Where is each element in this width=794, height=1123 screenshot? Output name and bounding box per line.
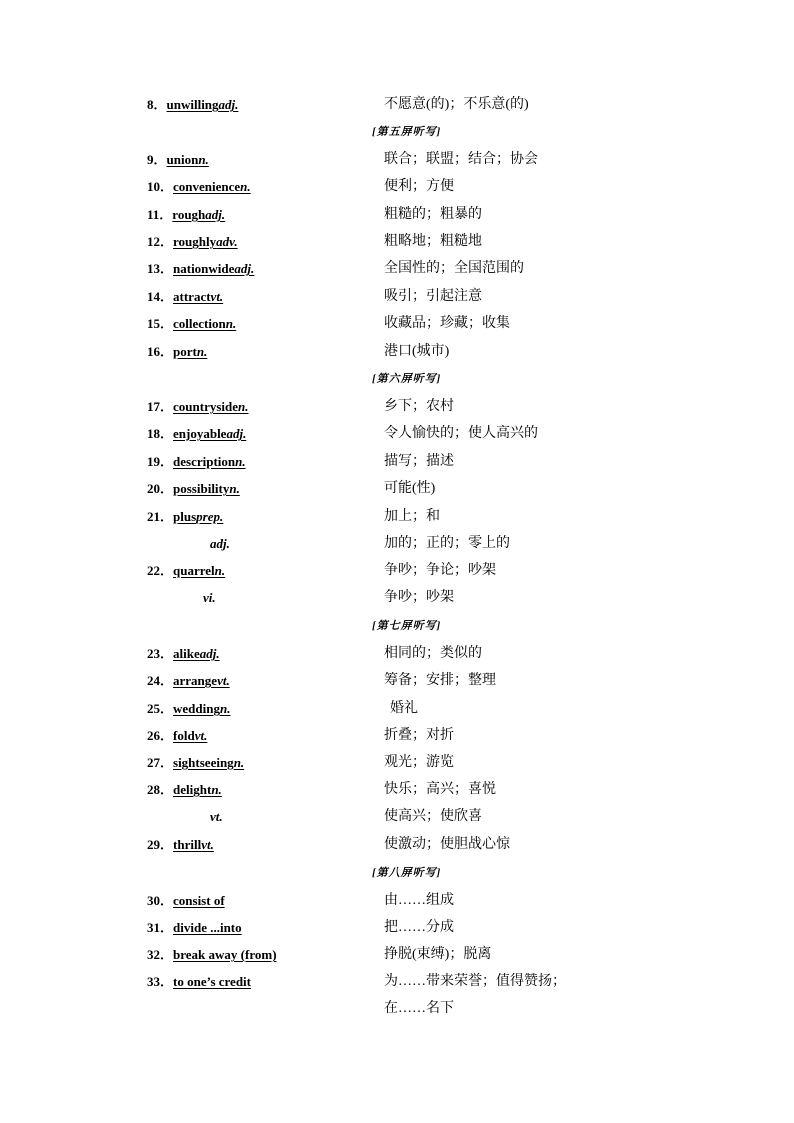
entry-number: 29． <box>147 837 174 852</box>
entry-pos: n. <box>225 316 237 331</box>
entry-word: enjoyableadj. <box>173 426 247 441</box>
entry-pos: n. <box>219 701 231 716</box>
entry-number: 8． <box>147 97 167 112</box>
entry-word: plusprep. <box>173 509 224 524</box>
entry-number: 26． <box>147 728 174 743</box>
vocab-subrow <box>0 806 794 828</box>
entry-word: unionn. <box>166 152 209 167</box>
entry-word: unwillingadj. <box>166 97 239 112</box>
entry-number: 16． <box>147 344 174 359</box>
entry-meaning: 可能(性) <box>384 481 436 496</box>
vocab-row <box>0 944 794 966</box>
entry-meaning: 争吵；吵架 <box>384 590 454 605</box>
entry-number: 25． <box>147 701 174 716</box>
entry-meaning: 筹备；安排；整理 <box>384 673 496 688</box>
entry-meaning: 粗略地；粗糙地 <box>384 234 482 249</box>
entry-word: arrangevt. <box>173 673 230 688</box>
entry-number: 18． <box>147 426 174 441</box>
entry-meaning: 联合；联盟；结合；协会 <box>384 152 538 167</box>
entry-word: attractvt. <box>173 289 224 304</box>
entry-number: 11． <box>147 207 173 222</box>
entry-number: 20． <box>147 481 174 496</box>
section-header: [第六屏听写] <box>372 373 442 385</box>
vocab-row <box>0 890 794 912</box>
entry-pos: adj. <box>218 97 239 112</box>
section-header: [第七屏听写] <box>372 620 442 632</box>
entry-word: sightseeingn. <box>173 755 245 770</box>
entry-pos: n. <box>211 782 222 797</box>
section-header: [第八屏听写] <box>372 867 442 879</box>
entry-word: roughlyadv. <box>173 234 238 249</box>
entry-word: collectionn. <box>173 316 237 331</box>
entry-pos: adj. <box>226 426 247 441</box>
entry-meaning: 加上；和 <box>384 509 440 524</box>
entry-number: 17． <box>147 399 174 414</box>
entry-number: 22． <box>147 563 174 578</box>
section-header: [第五屏听写] <box>372 126 442 138</box>
entry-number: 27． <box>147 755 174 770</box>
vocab-row <box>0 313 794 335</box>
entry-meaning: 使高兴；使欣喜 <box>384 809 482 824</box>
entry-meaning: 吸引；引起注意 <box>384 289 482 304</box>
entry-pos: adj. <box>205 207 226 222</box>
entry-meaning: 由……组成 <box>384 893 454 908</box>
vocab-row <box>0 834 794 856</box>
entry-meaning: 挣脱(束缚)；脱离 <box>384 947 492 962</box>
entry-meaning: 令人愉快的；使人高兴的 <box>384 426 538 441</box>
entry-pos: n. <box>198 152 209 167</box>
entry-meaning: 不愿意(的)；不乐意(的) <box>384 97 529 112</box>
entry-meaning: 快乐；高兴；喜悦 <box>384 782 496 797</box>
entry-pos: n. <box>233 755 245 770</box>
entry-word: quarreln. <box>173 563 226 578</box>
entry-pos: prep. <box>196 509 224 524</box>
entry-pos: vt. <box>194 728 208 743</box>
entry-pos: n. <box>229 481 240 496</box>
vocab-row <box>0 204 794 226</box>
entry-meaning: 收藏品；珍藏；收集 <box>384 316 510 331</box>
entry-pos: n. <box>240 179 251 194</box>
entry-pos: vi. <box>203 590 216 605</box>
entry-word: divide ...into <box>173 920 242 935</box>
entry-meaning: 把……分成 <box>384 920 454 935</box>
entry-word: alikeadj. <box>173 646 220 661</box>
entry-number: 13． <box>147 261 174 276</box>
entry-pos: vt. <box>201 837 214 852</box>
entry-word: foldvt. <box>173 728 208 743</box>
entry-pos: vt. <box>210 809 223 824</box>
entry-word: roughadj. <box>172 207 226 222</box>
vocab-row <box>0 423 794 445</box>
entry-word: portn. <box>173 344 208 359</box>
vocab-row <box>0 752 794 774</box>
entry-pos: n. <box>235 454 246 469</box>
vocab-row <box>0 176 794 198</box>
entry-word: break away (from) <box>173 947 277 962</box>
vocab-subrow <box>0 998 794 1020</box>
entry-pos: n. <box>238 399 249 414</box>
vocab-row <box>0 698 794 720</box>
vocab-row <box>0 560 794 582</box>
entry-number: 14． <box>147 289 174 304</box>
vocab-row <box>0 725 794 747</box>
vocab-row <box>0 971 794 993</box>
entry-word: countrysiden. <box>173 399 249 414</box>
entry-meaning: 相同的；类似的 <box>384 646 482 661</box>
entry-number: 21． <box>147 509 174 524</box>
entry-meaning: 加的；正的；零上的 <box>384 536 510 551</box>
entry-pos: adj. <box>234 261 255 276</box>
entry-number: 31． <box>147 920 174 935</box>
entry-word: consist of <box>173 893 225 908</box>
entry-number: 19． <box>147 454 174 469</box>
entry-meaning: 在……名下 <box>384 1001 454 1016</box>
entry-pos: n. <box>196 344 208 359</box>
entry-meaning: 港口(城市) <box>384 344 450 359</box>
vocab-row <box>0 341 794 363</box>
entry-number: 9． <box>147 152 167 167</box>
vocab-row <box>0 670 794 692</box>
entry-number: 12． <box>147 234 174 249</box>
entry-meaning: 描写；描述 <box>384 454 454 469</box>
entry-meaning: 使激动；使胆战心惊 <box>384 837 510 852</box>
entry-word: delightn. <box>173 782 222 797</box>
entry-meaning: 争吵；争论；吵架 <box>384 563 496 578</box>
vocab-subrow <box>0 533 794 555</box>
vocab-row <box>0 286 794 308</box>
entry-pos: adj. <box>199 646 220 661</box>
entry-word: weddingn. <box>173 701 231 716</box>
entry-number: 30． <box>147 893 174 908</box>
vocab-row <box>0 643 794 665</box>
entry-meaning: 粗糙的；粗暴的 <box>384 207 482 222</box>
vocab-subrow <box>0 587 794 609</box>
vocab-row <box>0 779 794 801</box>
entry-number: 23． <box>147 646 174 661</box>
vocab-row <box>0 478 794 500</box>
vocab-row <box>0 258 794 280</box>
entry-word: to one’s credit <box>173 974 251 989</box>
vocab-row <box>0 231 794 253</box>
entry-meaning: 为……带来荣誉；值得赞扬； <box>384 974 566 989</box>
entry-number: 32． <box>147 947 174 962</box>
entry-word: nationwideadj. <box>173 261 255 276</box>
entry-number: 28． <box>147 782 174 797</box>
entry-number: 15． <box>147 316 174 331</box>
entry-meaning: 便利；方便 <box>384 179 454 194</box>
entry-pos: n. <box>214 563 226 578</box>
entry-meaning: 折叠；对折 <box>384 728 454 743</box>
entry-meaning: 观光；游览 <box>384 755 454 770</box>
vocab-row <box>0 149 794 171</box>
entry-word: possibilityn. <box>173 481 240 496</box>
entry-number: 10． <box>147 179 174 194</box>
vocab-row <box>0 94 794 116</box>
entry-pos: vt. <box>217 673 230 688</box>
vocab-row <box>0 396 794 418</box>
entry-meaning: 婚礼 <box>390 701 418 716</box>
vocab-row <box>0 917 794 939</box>
entry-word: conveniencen. <box>173 179 251 194</box>
entry-word: descriptionn. <box>173 454 246 469</box>
entry-pos: vt. <box>210 289 224 304</box>
vocab-row <box>0 451 794 473</box>
entry-pos: adv. <box>216 234 238 249</box>
entry-number: 33． <box>147 974 174 989</box>
entry-meaning: 乡下；农村 <box>384 399 454 414</box>
entry-number: 24． <box>147 673 174 688</box>
entry-meaning: 全国性的；全国范围的 <box>384 261 524 276</box>
entry-word: thrillvt. <box>173 837 214 852</box>
entry-pos: adj. <box>210 536 230 551</box>
vocab-row <box>0 506 794 528</box>
